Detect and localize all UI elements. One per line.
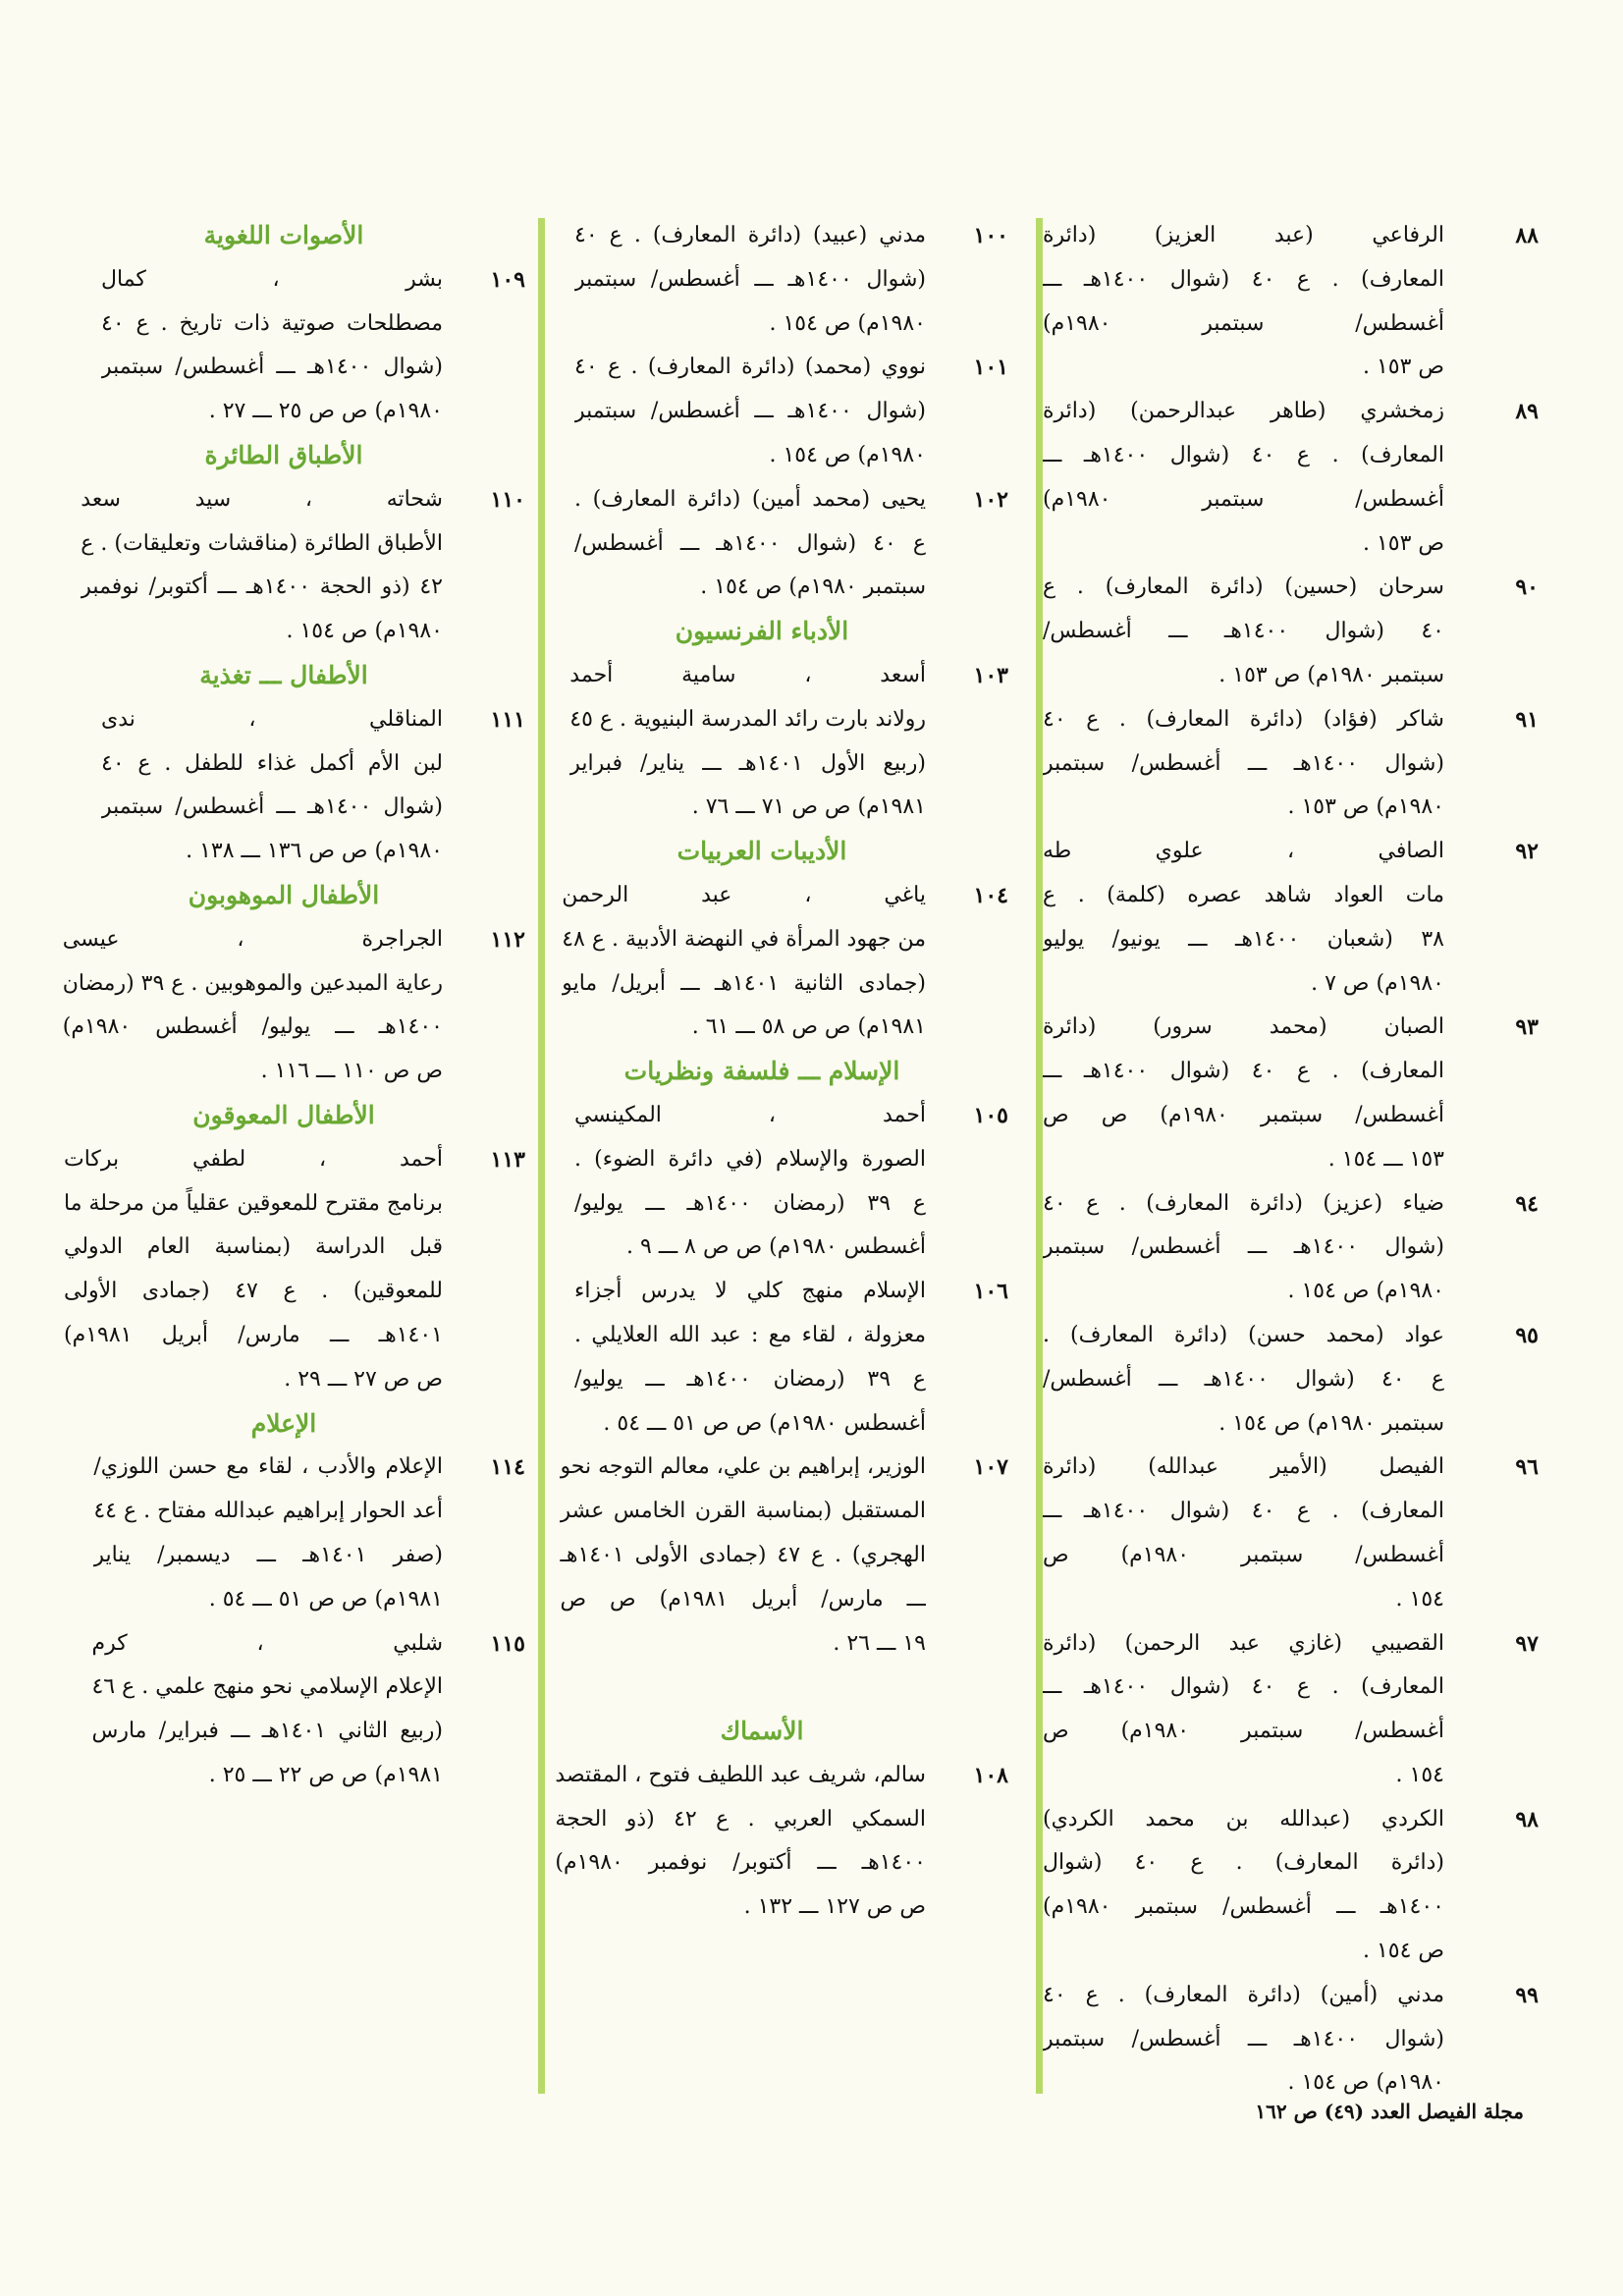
section-heading: الإسلام ـــ فلسفة ونظريات xyxy=(623,1057,900,1086)
entry-text xyxy=(574,1270,926,1446)
entry-line: من جهود المرأة في النهضة الأدبية . ع ٤٨ xyxy=(562,926,926,952)
entry-line: ع ٣٩ (رمضان ١٤٠٠هـ ـــ يوليو/ xyxy=(574,1190,926,1216)
entry-text xyxy=(1043,830,1444,1006)
entry-line: أعد الحوار إبراهيم عبدالله مفتاح . ع ٤٤ xyxy=(93,1499,443,1524)
section-heading: الأسماك xyxy=(720,1717,804,1746)
entry-line: ١٤٠١هـ ـــ مارس/ أبريل ١٩٨١م) xyxy=(63,1322,443,1347)
entry-text xyxy=(574,1094,926,1270)
entry-line: ١٩٨٠م) ص ٧ . xyxy=(1311,970,1444,996)
entry-number: ٩١ xyxy=(1515,706,1539,733)
entry-line: الأطباق الطائرة (مناقشات وتعليقات) . ع xyxy=(81,530,443,556)
entry-line: الصبان (محمد سرور) (دائرة xyxy=(1043,1014,1444,1040)
entry-line: ١٩٨٠م) ص ١٥٤ . xyxy=(769,310,926,336)
entry-text xyxy=(63,918,443,1094)
index-entry xyxy=(1043,830,1539,1006)
entry-text xyxy=(1043,566,1444,697)
entry-line: معزولة ، لقاء مع : عبد الله العلايلي . xyxy=(574,1322,926,1347)
entry-line: الفيصل (الأمير عبدالله) (دائرة xyxy=(1043,1454,1444,1480)
entry-number: ١٠٢ xyxy=(973,486,1008,513)
entry-line: القصيبي (غازي عبد الرحمن) (دائرة xyxy=(1043,1630,1444,1656)
index-entry xyxy=(62,918,525,1094)
entry-text xyxy=(1043,390,1444,566)
entry-line: مات العواد شاهد عصره (كلمة) . ع xyxy=(1043,882,1444,907)
entry-text xyxy=(574,478,926,610)
entry-text xyxy=(574,214,926,346)
entry-line: (شوال ١٤٠٠هـ ـــ أغسطس/ سبتمبر xyxy=(1043,2026,1444,2051)
entry-number: ١١٥ xyxy=(490,1630,525,1657)
entry-line: ١٥٤ . xyxy=(1395,1762,1444,1787)
entry-number: ٩٦ xyxy=(1515,1454,1539,1481)
entry-text xyxy=(101,698,443,874)
entry-line: الوزير، إبراهيم بن علي، معالم التوجه نحو xyxy=(560,1454,926,1480)
entry-number: ١٠٧ xyxy=(973,1454,1008,1481)
entry-line: أغسطس/ سبتمبر ١٩٨٠م) xyxy=(1043,310,1444,336)
index-entry xyxy=(1043,1182,1539,1314)
entry-line: (جمادى الثانية ١٤٠١هـ ـــ أبريل/ مايو xyxy=(562,970,926,996)
entry-text xyxy=(1043,1006,1444,1181)
entry-text xyxy=(101,258,443,434)
entry-line: للمعوقين) . ع ٤٧ (جمادى الأولى xyxy=(63,1279,443,1304)
entry-line: نووي (محمد) (دائرة المعارف) . ع ٤٠ xyxy=(574,355,926,380)
entry-line: الكردي (عبدالله بن محمد الكردي) xyxy=(1043,1806,1444,1831)
entry-line: المستقبل (بمناسبة القرن الخامس عشر xyxy=(560,1499,926,1524)
entry-number: ٩٥ xyxy=(1515,1322,1539,1348)
entry-line: أحمد ، لطفي بركات xyxy=(63,1146,443,1172)
index-entry xyxy=(1043,1314,1539,1446)
entry-line: السمكي العربي . ع ٤٢ (ذو الحجة xyxy=(555,1806,926,1831)
entry-line: المعارف) . ع ٤٠ (شوال ١٤٠٠هـ ـــ xyxy=(1043,1674,1444,1700)
entry-text xyxy=(1043,698,1444,830)
entry-line: ياغي ، عبد الرحمن xyxy=(562,882,926,907)
entry-text xyxy=(560,1446,926,1666)
entry-line: رولاند بارت رائد المدرسة البنيوية . ع ٤٥ xyxy=(569,706,926,732)
entry-line: ع ٤٠ (شوال ١٤٠٠هـ ـــ أغسطس/ xyxy=(574,530,926,556)
section-heading: الأطفال الموهوبون xyxy=(188,880,380,909)
entry-number: ٩٢ xyxy=(1515,839,1539,865)
spacer xyxy=(574,1666,1008,1710)
entry-line: (شوال ١٤٠٠هـ ـــ أغسطس/ سبتمبر xyxy=(574,266,926,292)
entry-line: ص ص ١١٠ ـــ ١١٦ . xyxy=(260,1059,443,1084)
index-entry xyxy=(555,1754,1008,1930)
entry-line: ١٩٨١م) ص ص ٥٨ ـــ ٦١ . xyxy=(691,1014,926,1040)
entry-line: سالم، شريف عبد اللطيف فتوح ، المقتصد xyxy=(555,1762,926,1787)
entry-line: برنامج مقترح للمعوقين عقلياً من مرحلة ما xyxy=(63,1190,443,1216)
entry-line: (شوال ١٤٠٠هـ ـــ أغسطس/ سبتمبر xyxy=(101,355,443,380)
entry-number: ٩٧ xyxy=(1515,1630,1539,1657)
entry-line: المعارف) . ع ٤٠ (شوال ١٤٠٠هـ ـــ xyxy=(1043,266,1444,292)
index-entry xyxy=(574,1270,1008,1446)
entry-number: ١١٣ xyxy=(490,1146,525,1173)
entry-text xyxy=(1043,1182,1444,1314)
section-heading: الإعلام xyxy=(250,1408,317,1438)
entry-line: أغسطس ١٩٨٠م) ص ص ٥١ ـــ ٥٤ . xyxy=(603,1410,926,1436)
section-heading: الأطباق الطائرة xyxy=(204,440,363,469)
entry-line: ضياء (عزيز) (دائرة المعارف) . ع ٤٠ xyxy=(1043,1190,1444,1216)
entry-line: الهجري) . ع ٤٧ (جمادى الأولى ١٤٠١هـ xyxy=(560,1542,926,1567)
entry-line: بشر ، كمال xyxy=(101,266,443,292)
entry-number: ١٠٣ xyxy=(973,662,1008,688)
entry-number: ٩٣ xyxy=(1515,1014,1539,1041)
index-entry xyxy=(1043,1446,1539,1621)
entry-line: (ربيع الأول ١٤٠١هـ ـــ يناير/ فبراير xyxy=(569,750,926,776)
entry-line: مدني (أمين) (دائرة المعارف) . ع ٤٠ xyxy=(1043,1982,1444,2007)
entry-line: الإعلام الإسلامي نحو منهج علمي . ع ٤٦ xyxy=(91,1674,443,1700)
entry-text xyxy=(562,874,926,1050)
entry-line: شلبي ، كرم xyxy=(91,1630,443,1656)
section-heading: الأطفال ـــ تغذية xyxy=(199,660,368,689)
entry-line: (صفر ١٤٠١هـ ـــ ديسمبر/ يناير xyxy=(93,1542,443,1567)
entry-line: ١٩٨٠م) ص ١٥٤ . xyxy=(769,442,926,467)
entry-number: ١٠٤ xyxy=(973,882,1008,908)
index-entry xyxy=(81,478,525,654)
entry-line: الصافي ، علوي طه xyxy=(1043,839,1444,864)
index-entry xyxy=(1043,698,1539,830)
entry-line: ص ص ٢٧ ـــ ٢٩ . xyxy=(284,1366,443,1392)
entry-line: قبل الدراسة (بمناسبة العام الدولي xyxy=(63,1234,443,1260)
entry-number: ٩٩ xyxy=(1515,1982,1539,2008)
index-entry xyxy=(562,874,1008,1050)
entry-line: ١٤٠٠هـ ـــ أكتوبر/ نوفمبر ١٩٨٠م) xyxy=(555,1850,926,1876)
entry-line: الرفاعي (عبد العزيز) (دائرة xyxy=(1043,223,1444,247)
entry-line: (شوال ١٤٠٠هـ ـــ أغسطس/ سبتمبر xyxy=(1043,1234,1444,1260)
entry-line: أغسطس/ سبتمبر ١٩٨٠م) xyxy=(1043,486,1444,512)
entry-line: لبن الأم أكمل غذاء للطفل . ع ٤٠ xyxy=(101,750,443,776)
entry-number: ٩٠ xyxy=(1515,574,1539,601)
entry-line: سبتمبر ١٩٨٠م) ص ١٥٣ . xyxy=(1218,662,1444,687)
entry-line: ـــ مارس/ أبريل ١٩٨١م) ص ص xyxy=(560,1586,926,1612)
entry-line: سبتمبر ١٩٨٠م) ص ١٥٤ . xyxy=(1218,1410,1444,1436)
entry-line: ص ١٥٣ . xyxy=(1362,530,1444,556)
entry-line: (شوال ١٤٠٠هـ ـــ أغسطس/ سبتمبر xyxy=(574,399,926,424)
entry-line: ١٤٠٠هـ ـــ يوليو/ أغسطس ١٩٨٠م) xyxy=(62,1014,443,1040)
entry-line: (ربيع الثاني ١٤٠١هـ ـــ فبراير/ مارس xyxy=(91,1719,443,1744)
entry-line: ١٩٨١م) ص ص ٢٢ ـــ ٢٥ . xyxy=(208,1762,443,1787)
index-entry xyxy=(1043,1622,1539,1798)
index-entry xyxy=(1043,1974,1539,2105)
entry-line: المعارف) . ع ٤٠ (شوال ١٤٠٠هـ ـــ xyxy=(1043,1059,1444,1084)
column-right xyxy=(1043,214,1539,2105)
entry-line: ١٩٨١م) ص ص ٧١ ـــ ٧٦ . xyxy=(691,794,926,820)
index-entry xyxy=(101,258,525,434)
index-entry xyxy=(1043,566,1539,697)
entry-text xyxy=(569,654,926,830)
entry-line: ١٤٠٠هـ ـــ أغسطس/ سبتمبر ١٩٨٠م) xyxy=(1043,1894,1444,1920)
entry-text xyxy=(91,1622,443,1798)
entry-line: ص ص ١٢٧ ـــ ١٣٢ . xyxy=(743,1894,926,1920)
entry-line: الإعلام والأدب ، لقاء مع حسن اللوزي/ xyxy=(93,1454,443,1480)
entry-number: ٩٨ xyxy=(1515,1806,1539,1832)
entry-number: ١١٤ xyxy=(490,1454,525,1481)
entry-line: ١٩٨٠م) ص ١٥٤ . xyxy=(1287,2070,1444,2096)
entry-line: رعاية المبدعين والموهوبين . ع ٣٩ (رمضان xyxy=(62,970,443,996)
index-entry xyxy=(569,654,1008,830)
entry-line: ١٩٨٠م) ص ص ١٣٦ ـــ ١٣٨ . xyxy=(186,839,443,864)
entry-line: المعارف) . ع ٤٠ (شوال ١٤٠٠هـ ـــ xyxy=(1043,1499,1444,1524)
entry-number: ١٠٦ xyxy=(973,1279,1008,1305)
index-entry xyxy=(91,1622,525,1798)
entry-line: سبتمبر ١٩٨٠م) ص ١٥٤ . xyxy=(700,574,926,600)
entry-line: ١٩٨٠م) ص ص ٢٥ ـــ ٢٧ . xyxy=(208,399,443,424)
index-entry xyxy=(1043,1006,1539,1181)
entry-line: عواد (محمد حسن) (دائرة المعارف) . xyxy=(1043,1322,1444,1347)
entry-number: ١٠١ xyxy=(973,355,1008,381)
column-divider xyxy=(538,218,545,2094)
entry-number: ١١١ xyxy=(490,706,525,733)
entry-number: ١١٠ xyxy=(490,486,525,513)
entry-line: الجراجرة ، عيسى xyxy=(62,926,443,952)
column-divider xyxy=(1036,218,1043,2094)
index-entry xyxy=(1043,390,1539,566)
entry-line: ١٩٨١م) ص ص ٥١ ـــ ٥٤ . xyxy=(208,1586,443,1612)
entry-line: أسعد ، سامية أحمد xyxy=(569,662,926,687)
entry-text xyxy=(64,1138,443,1402)
entry-text xyxy=(1043,1798,1444,1974)
entry-number: ١٠٥ xyxy=(973,1102,1008,1128)
entry-number: ١١٢ xyxy=(490,926,525,953)
index-entry xyxy=(93,1446,525,1621)
entry-text xyxy=(1043,1446,1444,1621)
index-entry xyxy=(1043,1798,1539,1974)
entry-line: (شوال ١٤٠٠هـ ـــ أغسطس/ سبتمبر xyxy=(101,794,443,820)
section-heading: الأديبات العربيات xyxy=(676,837,847,866)
index-entry xyxy=(63,1138,525,1402)
entry-text xyxy=(1043,1974,1444,2105)
index-entry xyxy=(574,478,1008,610)
entry-number: ١٠٨ xyxy=(973,1762,1008,1788)
entry-line: أحمد ، المكينسي xyxy=(574,1102,926,1127)
entry-line: الصورة والإسلام (في دائرة الضوء) . xyxy=(574,1146,926,1172)
entry-line: ع ٤٠ (شوال ١٤٠٠هـ ـــ أغسطس/ xyxy=(1043,1366,1444,1392)
entry-line: زمخشري (طاهر عبدالرحمن) (دائرة xyxy=(1043,399,1444,424)
column-middle xyxy=(555,214,1008,1930)
entry-line: الإسلام منهج كلي لا يدرس أجزاء xyxy=(574,1279,926,1304)
entry-line: ٤٠ (شوال ١٤٠٠هـ ـــ أغسطس/ xyxy=(1043,619,1444,644)
section-heading: الأدباء الفرنسيون xyxy=(675,617,849,646)
entry-line: ص ١٥٣ . xyxy=(1362,355,1444,380)
entry-line: أغسطس/ سبتمبر ١٩٨٠م) ص ص xyxy=(1043,1102,1444,1127)
entry-line: المعارف) . ع ٤٠ (شوال ١٤٠٠هـ ـــ xyxy=(1043,442,1444,467)
entry-line: ١٩ ـــ ٢٦ . xyxy=(833,1630,926,1656)
entry-line: ١٩٨٠م) ص ١٥٤ . xyxy=(286,619,443,644)
entry-line: ١٥٤ . xyxy=(1395,1586,1444,1612)
entry-text xyxy=(1043,1622,1444,1798)
entry-line: ص ١٥٤ . xyxy=(1362,1939,1444,1964)
index-entry xyxy=(1043,214,1539,390)
index-entry xyxy=(101,698,525,874)
entry-line: أغسطس/ سبتمبر ١٩٨٠م) ص xyxy=(1043,1542,1444,1567)
entry-line: مدني (عبيد) (دائرة المعارف) . ع ٤٠ xyxy=(574,223,926,247)
entry-text xyxy=(1043,214,1444,390)
entry-line: ١٩٨٠م) ص ١٥٣ . xyxy=(1287,794,1444,820)
entry-text xyxy=(574,346,926,477)
entry-line: مصطلحات صوتية ذات تاريخ . ع ٤٠ xyxy=(101,310,443,336)
entry-text xyxy=(93,1446,443,1621)
entry-line: شاكر (فؤاد) (دائرة المعارف) . ع ٤٠ xyxy=(1043,706,1444,732)
entry-text xyxy=(555,1754,926,1930)
entry-text xyxy=(81,478,443,654)
entry-line: (دائرة المعارف) . ع ٤٠ (شوال xyxy=(1043,1850,1444,1876)
entry-line: يحيى (محمد أمين) (دائرة المعارف) . xyxy=(574,486,926,512)
index-entry xyxy=(574,346,1008,477)
entry-number: ٨٨ xyxy=(1515,223,1539,248)
section-heading: الأصوات اللغوية xyxy=(203,221,364,249)
entry-line: المناقلي ، ندى xyxy=(101,706,443,732)
entry-line: ع ٣٩ (رمضان ١٤٠٠هـ ـــ يوليو/ xyxy=(574,1366,926,1392)
entry-line: شحاته ، سيد سعد xyxy=(81,486,443,512)
entry-number: ١٠٠ xyxy=(973,223,1008,248)
entry-line: أغسطس ١٩٨٠م) ص ص ٨ ـــ ٩ . xyxy=(626,1234,926,1260)
index-entry xyxy=(574,214,1008,346)
entry-text xyxy=(1043,1314,1444,1446)
section-heading: الأطفال المعوقون xyxy=(192,1100,375,1129)
entry-line: أغسطس/ سبتمبر ١٩٨٠م) ص xyxy=(1043,1719,1444,1744)
index-entry xyxy=(574,1094,1008,1270)
entry-line: ١٥٣ ـــ ١٥٤ . xyxy=(1327,1146,1444,1172)
entry-number: ٨٩ xyxy=(1515,399,1539,425)
entry-line: ٤٢ (ذو الحجة ١٤٠٠هـ ـــ أكتوبر/ نوفمبر xyxy=(81,574,443,600)
entry-line: سرحان (حسين) (دائرة المعارف) . ع xyxy=(1043,574,1444,600)
entry-number: ١٠٩ xyxy=(490,266,525,293)
page-footer: مجلة الفيصل العدد (٤٩) ص ١٦٢ xyxy=(1255,2100,1524,2123)
entry-line: ١٩٨٠م) ص ١٥٤ . xyxy=(1287,1279,1444,1304)
index-entry xyxy=(560,1446,1008,1666)
entry-line: ٣٨ (شعبان ١٤٠٠هـ ـــ يونيو/ يوليو xyxy=(1043,926,1444,952)
column-left xyxy=(62,214,525,1798)
entry-line: (شوال ١٤٠٠هـ ـــ أغسطس/ سبتمبر xyxy=(1043,750,1444,776)
entry-number: ٩٤ xyxy=(1515,1190,1539,1217)
